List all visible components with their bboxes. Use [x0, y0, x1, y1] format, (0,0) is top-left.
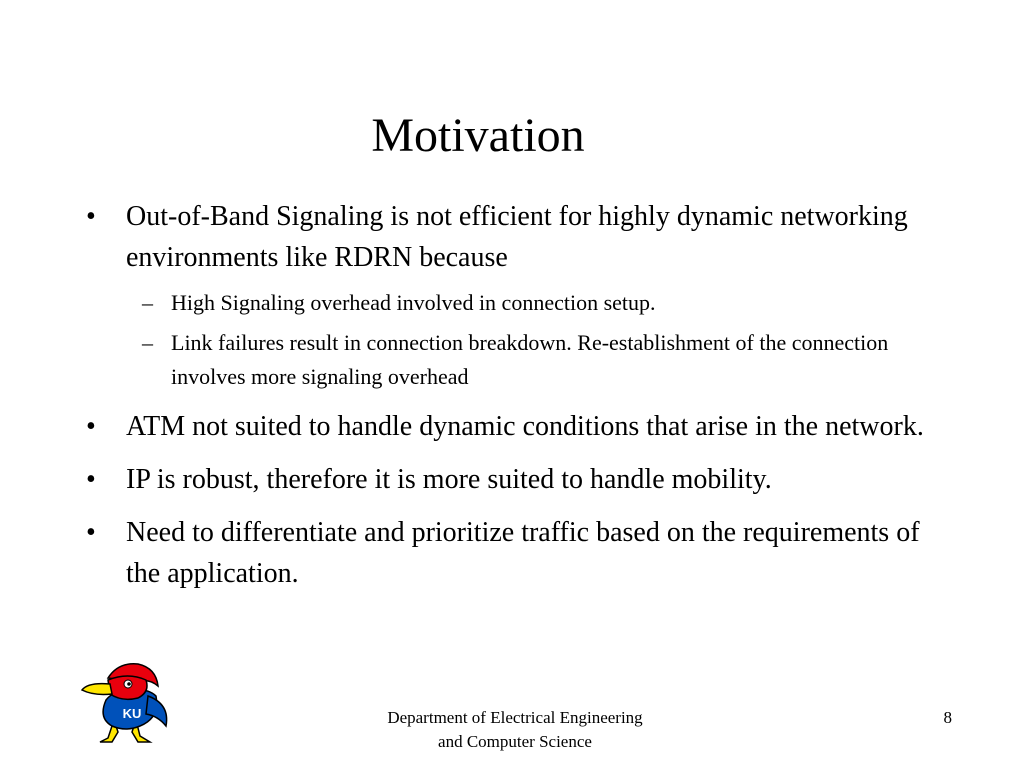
dash-icon: – — [142, 330, 153, 355]
footer-department — [340, 706, 690, 754]
bullet-text: Out-of-Band Signaling is not efficient for highly dynamic networking environments like RDRN because — [126, 201, 908, 273]
bullet-text: IP is robust, therefore it is more suited to handle mobility. — [126, 464, 772, 495]
page-number: 8 — [943, 708, 952, 727]
footer-line-2: and Computer Science — [438, 732, 592, 751]
bullet-text: Need to differentiate and prioritize traffic based on the requirements of the application. — [126, 517, 920, 589]
bullet-icon: • — [86, 464, 96, 495]
bullet-item — [86, 459, 946, 500]
logo-text: KU — [122, 706, 142, 721]
bullet-item — [86, 406, 946, 447]
bullet-text: ATM not suited to handle dynamic conditions that arise in the network. — [126, 411, 924, 442]
dash-icon: – — [142, 290, 153, 315]
sub-bullet-list — [126, 286, 946, 394]
sub-bullet-text: Link failures result in connection breakdown. Re-establishment of the connection involves more signaling overhead — [171, 330, 889, 389]
jayhawk-logo — [78, 660, 172, 744]
bullet-icon: • — [86, 411, 96, 442]
footer-line-1: Department of Electrical Engineering — [387, 708, 643, 727]
bullet-item — [86, 196, 946, 394]
sub-bullet-text: High Signaling overhead involved in connection setup. — [171, 290, 656, 315]
bullet-icon: • — [86, 517, 96, 548]
jayhawk-mascot-icon — [78, 660, 172, 744]
sub-bullet-item — [126, 326, 946, 394]
slide-title: Motivation — [371, 109, 585, 162]
bullet-list — [86, 196, 946, 594]
bullet-item — [86, 512, 946, 594]
sub-bullet-item — [126, 286, 946, 320]
bullet-icon: • — [86, 201, 96, 232]
